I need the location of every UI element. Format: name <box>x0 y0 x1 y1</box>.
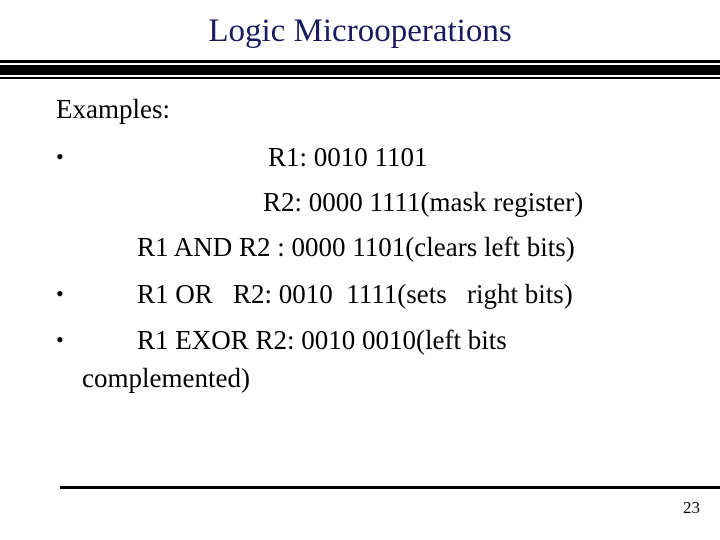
bullet-3: • <box>56 327 64 352</box>
title-divider-thin-lower <box>0 77 720 79</box>
page-number: 23 <box>683 498 700 517</box>
examples-heading: Examples: <box>56 94 170 124</box>
bullet-1: • <box>56 144 64 169</box>
bullet-2: • <box>56 281 64 306</box>
or-line: R1 OR R2: 0010 1111(sets right bits) <box>137 279 573 309</box>
exor-line-continued: complemented) <box>82 363 250 393</box>
r1-line: R1: 0010 1101 <box>268 142 428 172</box>
footer-divider <box>60 486 720 489</box>
and-line: R1 AND R2 : 0000 1101(clears left bits) <box>137 232 575 262</box>
title-divider-thick <box>0 65 720 75</box>
title-divider-thin <box>0 60 720 63</box>
exor-line: R1 EXOR R2: 0010 0010(left bits <box>137 325 507 355</box>
r2-line: R2: 0000 1111(mask register) <box>263 187 584 217</box>
slide-title: Logic Microoperations <box>208 13 512 49</box>
